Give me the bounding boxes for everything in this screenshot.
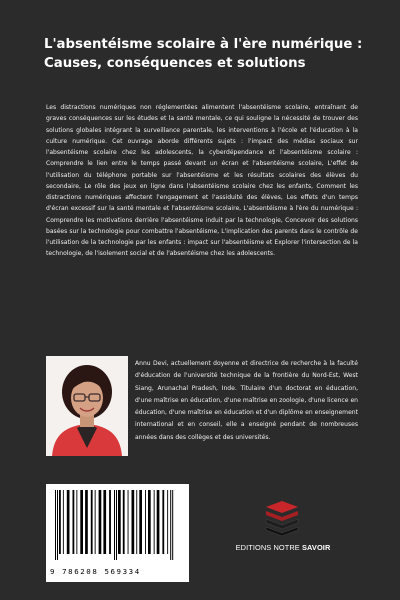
barcode-bar — [118, 490, 121, 554]
barcode-bar — [170, 490, 171, 560]
barcode-bar — [109, 490, 111, 554]
barcode-bar — [80, 490, 83, 554]
author-photo — [46, 356, 128, 456]
barcode-bar — [154, 490, 155, 554]
barcode-bar — [57, 490, 58, 560]
barcode-bar — [114, 490, 115, 560]
isbn-number: 9 786208 569334 — [50, 567, 141, 576]
barcode-bar — [73, 490, 75, 554]
barcode-bar — [136, 490, 137, 554]
barcode-bar — [91, 490, 93, 554]
author-portrait-icon — [46, 356, 128, 456]
barcode-bar — [63, 490, 64, 554]
publisher-prefix: EDITIONS NOTRE — [235, 543, 300, 552]
publisher-bold: SAVOIR — [302, 543, 331, 552]
barcode-bar — [162, 490, 164, 554]
barcode-bar — [59, 490, 61, 554]
barcode-bar — [157, 490, 160, 554]
barcode-bar — [103, 490, 106, 554]
barcode-graphic — [53, 490, 182, 564]
barcode-bar — [123, 490, 125, 554]
book-stack-logo-icon — [262, 497, 302, 537]
author-bio: Annu Devi, actuellement doyenne et directrice de recherche à la faculté d'éducation de l'université technique de la frontière du Nord-Est, West Siang, Arunachal Pradesh, Inde. Titulaire d'un doctorat en éducation, d'une maîtrise en éducation, d'une maîtrise en zoologie, d'une licence en éducation, d'une maîtrise en éducation et d'un diplôme en enseignement international et en conseil, elle a enseigné pendant de nombreuses années dans des collèges et des universités. — [135, 360, 358, 441]
publisher-name — [218, 543, 348, 552]
barcode-bar — [139, 490, 142, 554]
barcode-bar — [76, 490, 77, 554]
barcode-bar — [95, 490, 96, 554]
barcode-bar — [167, 490, 168, 554]
barcode-bar — [132, 490, 135, 554]
barcode-bar — [116, 490, 117, 560]
barcode-bar — [172, 490, 173, 560]
book-title: L'absentéisme scolaire à l'ère numérique : Causes, conséquences et solutions — [44, 37, 363, 71]
barcode-bar — [67, 490, 70, 554]
book-description: Les distractions numériques non réglementées alimentent l'absentéisme scolaire, entraînant de graves conséquences sur les études et la santé mentale, ce qui souligne la nécessité de trouver des solutions globales intégrant la surveillance parentale, les interventions à l'école et l'éducation à la culture numérique. Cet ouvrage aborde différents sujets : l'impact des médias sociaux sur l'absentéisme scolaire chez les adolescents, la cyberdépendance et l'absentéisme scolaire : Comprendre le lien entre le temps passé devant un écran et l'absentéisme scolaire, L'effet de l'utilisation du téléphone portable sur l'absentéisme et les résultats scolaires des élèves du secondaire, Le rôle des jeux en ligne dans l'absentéisme scolaire chez les enfants, Comment les distractions numériques affectent l'engagement et l'assiduité des élèves, Les effets d'un temps d'écran excessif sur la santé mentale et l'absentéisme scolaire, L'absentéisme à l'ère du numérique : Comprendre les motivations derrière l'absentéisme induit par la technologie, Concevoir des solutions basées sur la technologie pour combattre l'absentéisme, L'implication des parents dans le contrôle de l'utilisation de la technologie par les enfants : impact sur l'absentéisme et Explorer l'intersection de la technologie, de l'isolement social et de l'absentéisme chez les adolescents. — [46, 104, 358, 258]
isbn-barcode — [46, 484, 189, 582]
barcode-bar — [145, 490, 146, 554]
barcode-bar — [55, 490, 56, 560]
barcode-bar — [128, 490, 129, 554]
barcode-bar — [148, 490, 151, 554]
barcode-bar — [99, 490, 102, 554]
barcode-bar — [85, 490, 88, 554]
